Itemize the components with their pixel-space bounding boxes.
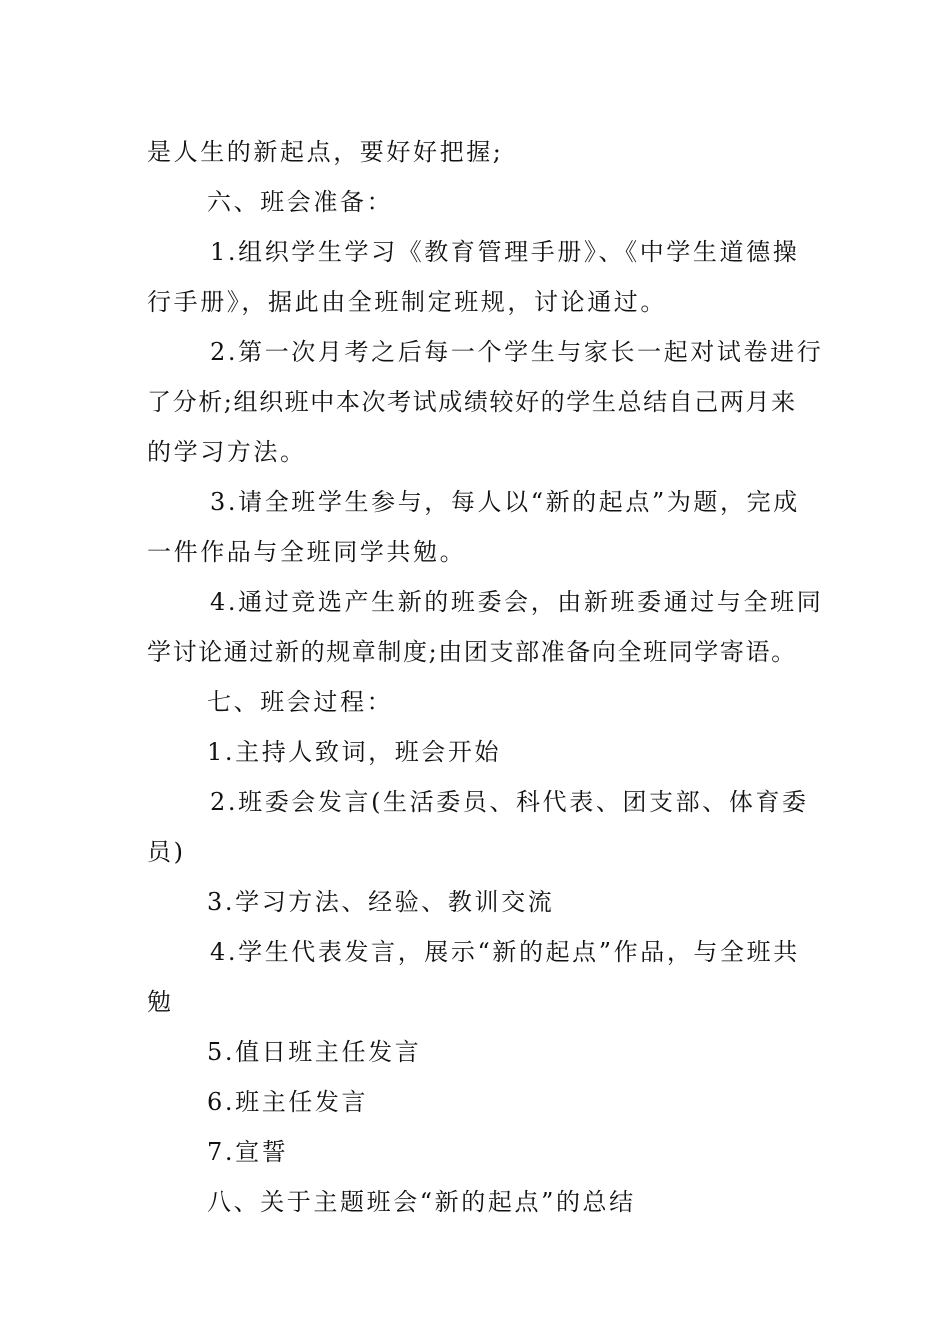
list-item: 3.学习方法、经验、教训交流 [207, 888, 555, 916]
text-line: 的学习方法。 [147, 438, 307, 466]
section-heading-summary: 八、关于主题班会“新的起点”的总结 [207, 1188, 636, 1216]
section-heading-process: 七、班会过程： [207, 688, 394, 716]
text-line: 学讨论通过新的规章制度;由团支部准备向全班同学寄语。 [147, 638, 797, 666]
list-item: 7.宣誓 [207, 1138, 289, 1166]
list-item: 5.值日班主任发言 [207, 1038, 422, 1066]
text-line: 一件作品与全班同学共勉。 [147, 538, 467, 566]
text-line: 4.通过竞选产生新的班委会，由新班委通过与全班同 [210, 588, 824, 616]
text-line: 是人生的新起点，要好好把握; [147, 138, 504, 166]
text-line: 2.第一次月考之后每一个学生与家长一起对试卷进行 [210, 338, 824, 366]
text-line: 3.请全班学生参与，每人以“新的起点”为题，完成 [210, 488, 800, 516]
text-line: 1.组织学生学习《教育管理手册》、《中学生道德操 [210, 238, 800, 266]
list-item: 4.学生代表发言，展示“新的起点”作品，与全班共 [210, 938, 800, 966]
text-line: 勉 [147, 988, 174, 1016]
text-line: 行手册》，据此由全班制定班规，讨论通过。 [147, 288, 667, 316]
list-item: 2.班委会发言(生活委员、科代表、团支部、体育委 [210, 788, 809, 816]
text-line: 员) [147, 838, 186, 866]
text-line: 了分析;组织班中本次考试成绩较好的学生总结自己两月来 [147, 388, 797, 416]
list-item: 1.主持人致词，班会开始 [207, 738, 502, 766]
list-item: 6.班主任发言 [207, 1088, 369, 1116]
section-heading-preparation: 六、班会准备： [207, 188, 394, 216]
